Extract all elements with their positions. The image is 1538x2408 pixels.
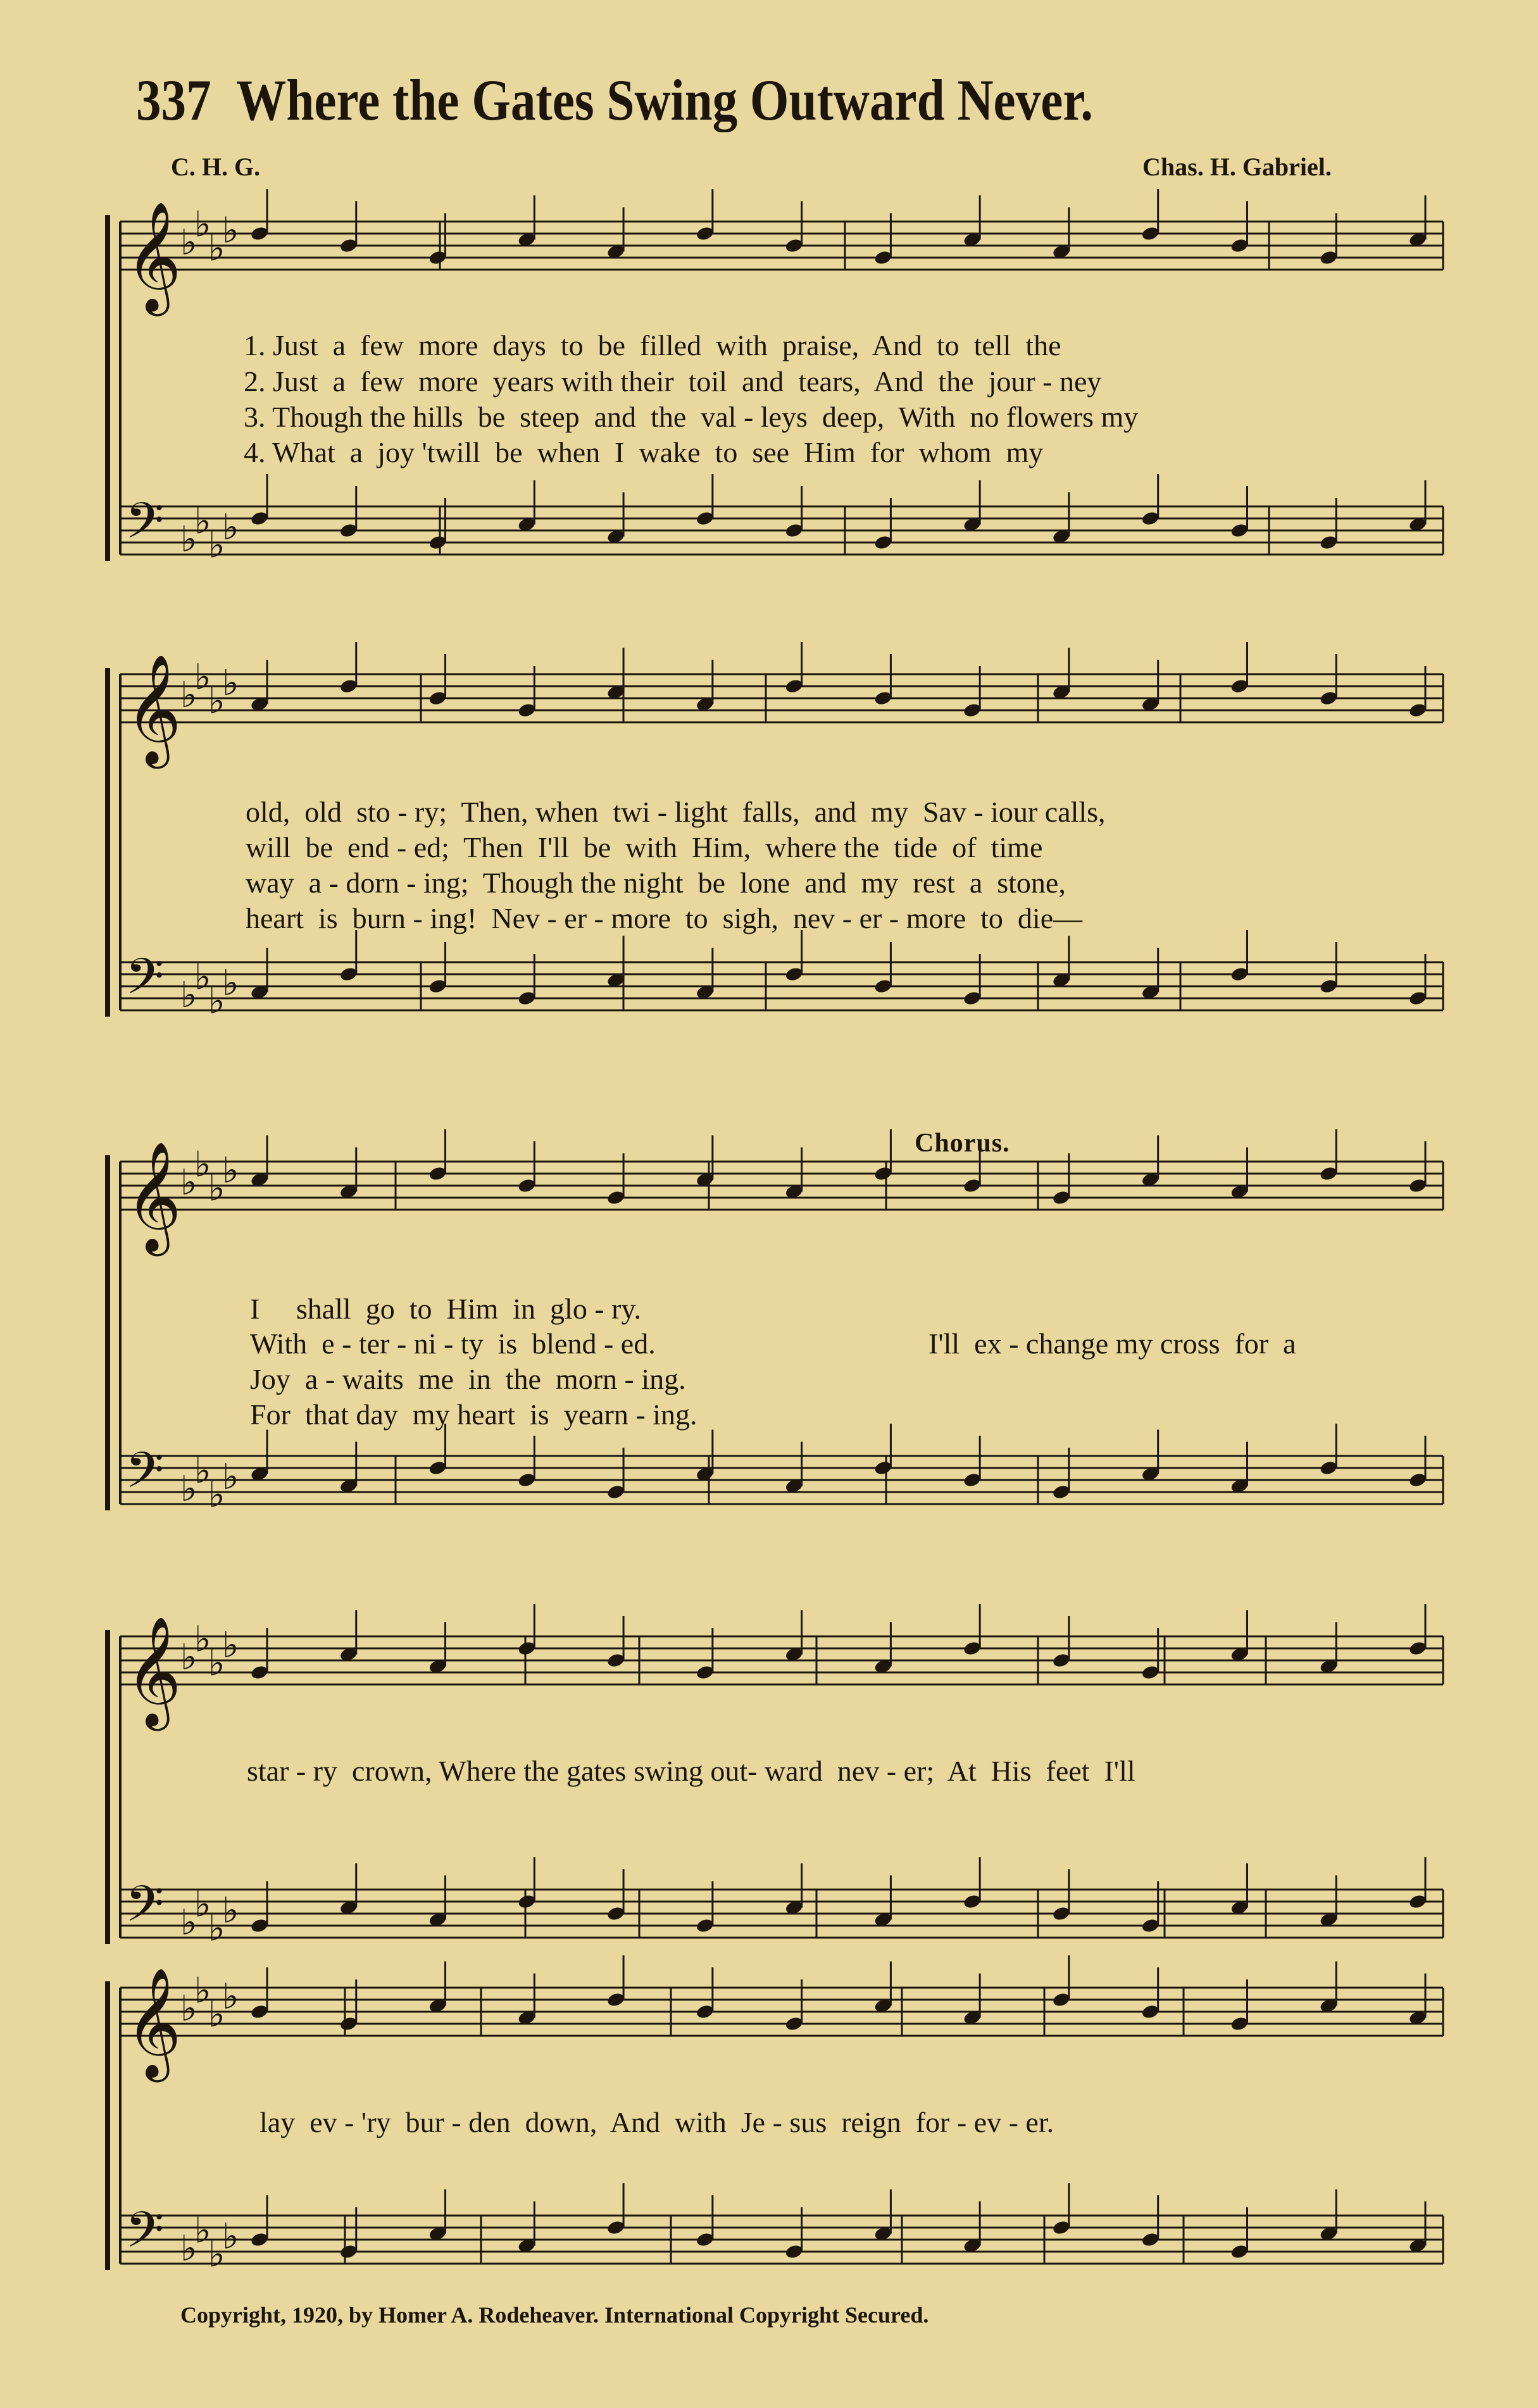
lyric-line: 1. Just a few more days to be filled with praise, And to tell the [244,329,1061,361]
lyric-line: old, old sto - ry; Then, when twi - light falls, and my Sav - iour calls, [246,796,1106,828]
flat-sign-icon: ♭ [194,656,211,698]
flat-sign-icon: ♭ [222,210,239,251]
flat-sign-icon: ♭ [180,1469,197,1510]
bass-clef-icon: 𝄢 [125,948,165,1018]
flat-sign-icon: ♭ [194,956,211,998]
flat-sign-icon: ♭ [194,204,211,246]
flat-sign-icon: ♭ [180,2228,197,2269]
copyright-notice: Copyright, 1920, by Homer A. Rodeheaver. International Copyright Secured. [180,2302,929,2328]
treble-clef-icon: 𝄞 [125,1967,182,2078]
chorus-lyric-line: lay ev - 'ry bur - den down, And with Je - sus reign for - ev - er. [259,2106,1054,2138]
lyric-line: For that day my heart is yearn - ing. [250,1398,697,1431]
flat-sign-icon: ♭ [180,222,197,263]
flat-sign-icon: ♭ [180,975,197,1016]
lyric-line: 4. What a joy 'twill be when I wake to see Him for whom my [244,436,1044,468]
hymn-title: Where the Gates Swing Outward Never. [236,68,1093,132]
bass-clef-icon: 𝄢 [125,1876,165,1945]
bass-clef-icon: 𝄢 [125,2202,165,2271]
flat-sign-icon: ♭ [222,1150,239,1191]
flat-sign-icon: ♭ [208,1474,225,1516]
words-credit: C. H. G. [171,153,261,181]
flat-sign-icon: ♭ [180,1902,197,1943]
flat-sign-icon: ♭ [180,1988,197,2029]
flat-sign-icon: ♭ [222,1976,239,2017]
flat-sign-icon: ♭ [194,1884,211,1926]
flat-sign-icon: ♭ [222,963,239,1004]
flat-sign-icon: ♭ [222,1890,239,1931]
flat-sign-icon: ♭ [194,1450,211,1492]
chorus-label: Chorus. [915,1129,1010,1158]
treble-clef-icon: 𝄞 [125,654,182,764]
flat-sign-icon: ♭ [194,1970,211,2012]
lyric-line: way a - dorn - ing; Though the night be lone and my rest a stone, [246,867,1066,899]
flat-sign-icon: ♭ [222,1625,239,1666]
flat-sign-icon: ♭ [208,228,225,270]
lyric-line: heart is burn - ing! Nev - er - more to sigh, nev - er - more to die— [246,902,1083,934]
treble-clef-icon: 𝄞 [125,1616,182,1726]
bass-clef-icon: 𝄢 [125,1442,165,1512]
flat-sign-icon: ♭ [208,525,225,567]
lyric-line: With e - ter - ni - ty is blend - ed. [250,1327,656,1360]
flat-sign-icon: ♭ [208,981,225,1022]
bass-clef-icon: 𝄢 [125,492,165,562]
chorus-lyric-line: I'll ex - change my cross for a [928,1327,1296,1360]
flat-sign-icon: ♭ [180,1637,197,1678]
flat-sign-icon: ♭ [208,1994,225,2036]
flat-sign-icon: ♭ [194,1619,211,1660]
lyric-line: will be end - ed; Then I'll be with Him, where the tide of time [246,831,1043,863]
flat-sign-icon: ♭ [222,2216,239,2257]
treble-clef-icon: 𝄞 [125,201,182,311]
flat-sign-icon: ♭ [180,1162,197,1203]
treble-clef-icon: 𝄞 [125,1141,182,1251]
flat-sign-icon: ♭ [208,1643,225,1684]
lyric-line: I shall go to Him in glo - ry. [250,1293,641,1325]
flat-sign-icon: ♭ [222,507,239,548]
flat-sign-icon: ♭ [222,663,239,704]
hymn-number: 337 [136,68,211,132]
flat-sign-icon: ♭ [222,1457,239,1498]
lyric-line: Joy a - waits me in the morn - ing. [250,1363,686,1395]
flat-sign-icon: ♭ [194,501,211,542]
chorus-lyric-line: star - ry crown, Where the gates swing out- ward nev - er; At His feet I'll [247,1755,1135,1787]
flat-sign-icon: ♭ [208,2234,225,2276]
flat-sign-icon: ♭ [208,680,225,722]
flat-sign-icon: ♭ [194,1144,211,1186]
flat-sign-icon: ♭ [180,675,197,716]
lyric-line: 2. Just a few more years with their toil and tears, And the jour - ney [244,365,1102,398]
music-credit: Chas. H. Gabriel. [1142,153,1332,181]
lyric-line: 3. Though the hills be steep and the val - leys deep, With no flowers my [244,401,1139,433]
flat-sign-icon: ♭ [208,1908,225,1950]
flat-sign-icon: ♭ [208,1168,225,1210]
flat-sign-icon: ♭ [180,519,197,560]
flat-sign-icon: ♭ [194,2210,211,2252]
